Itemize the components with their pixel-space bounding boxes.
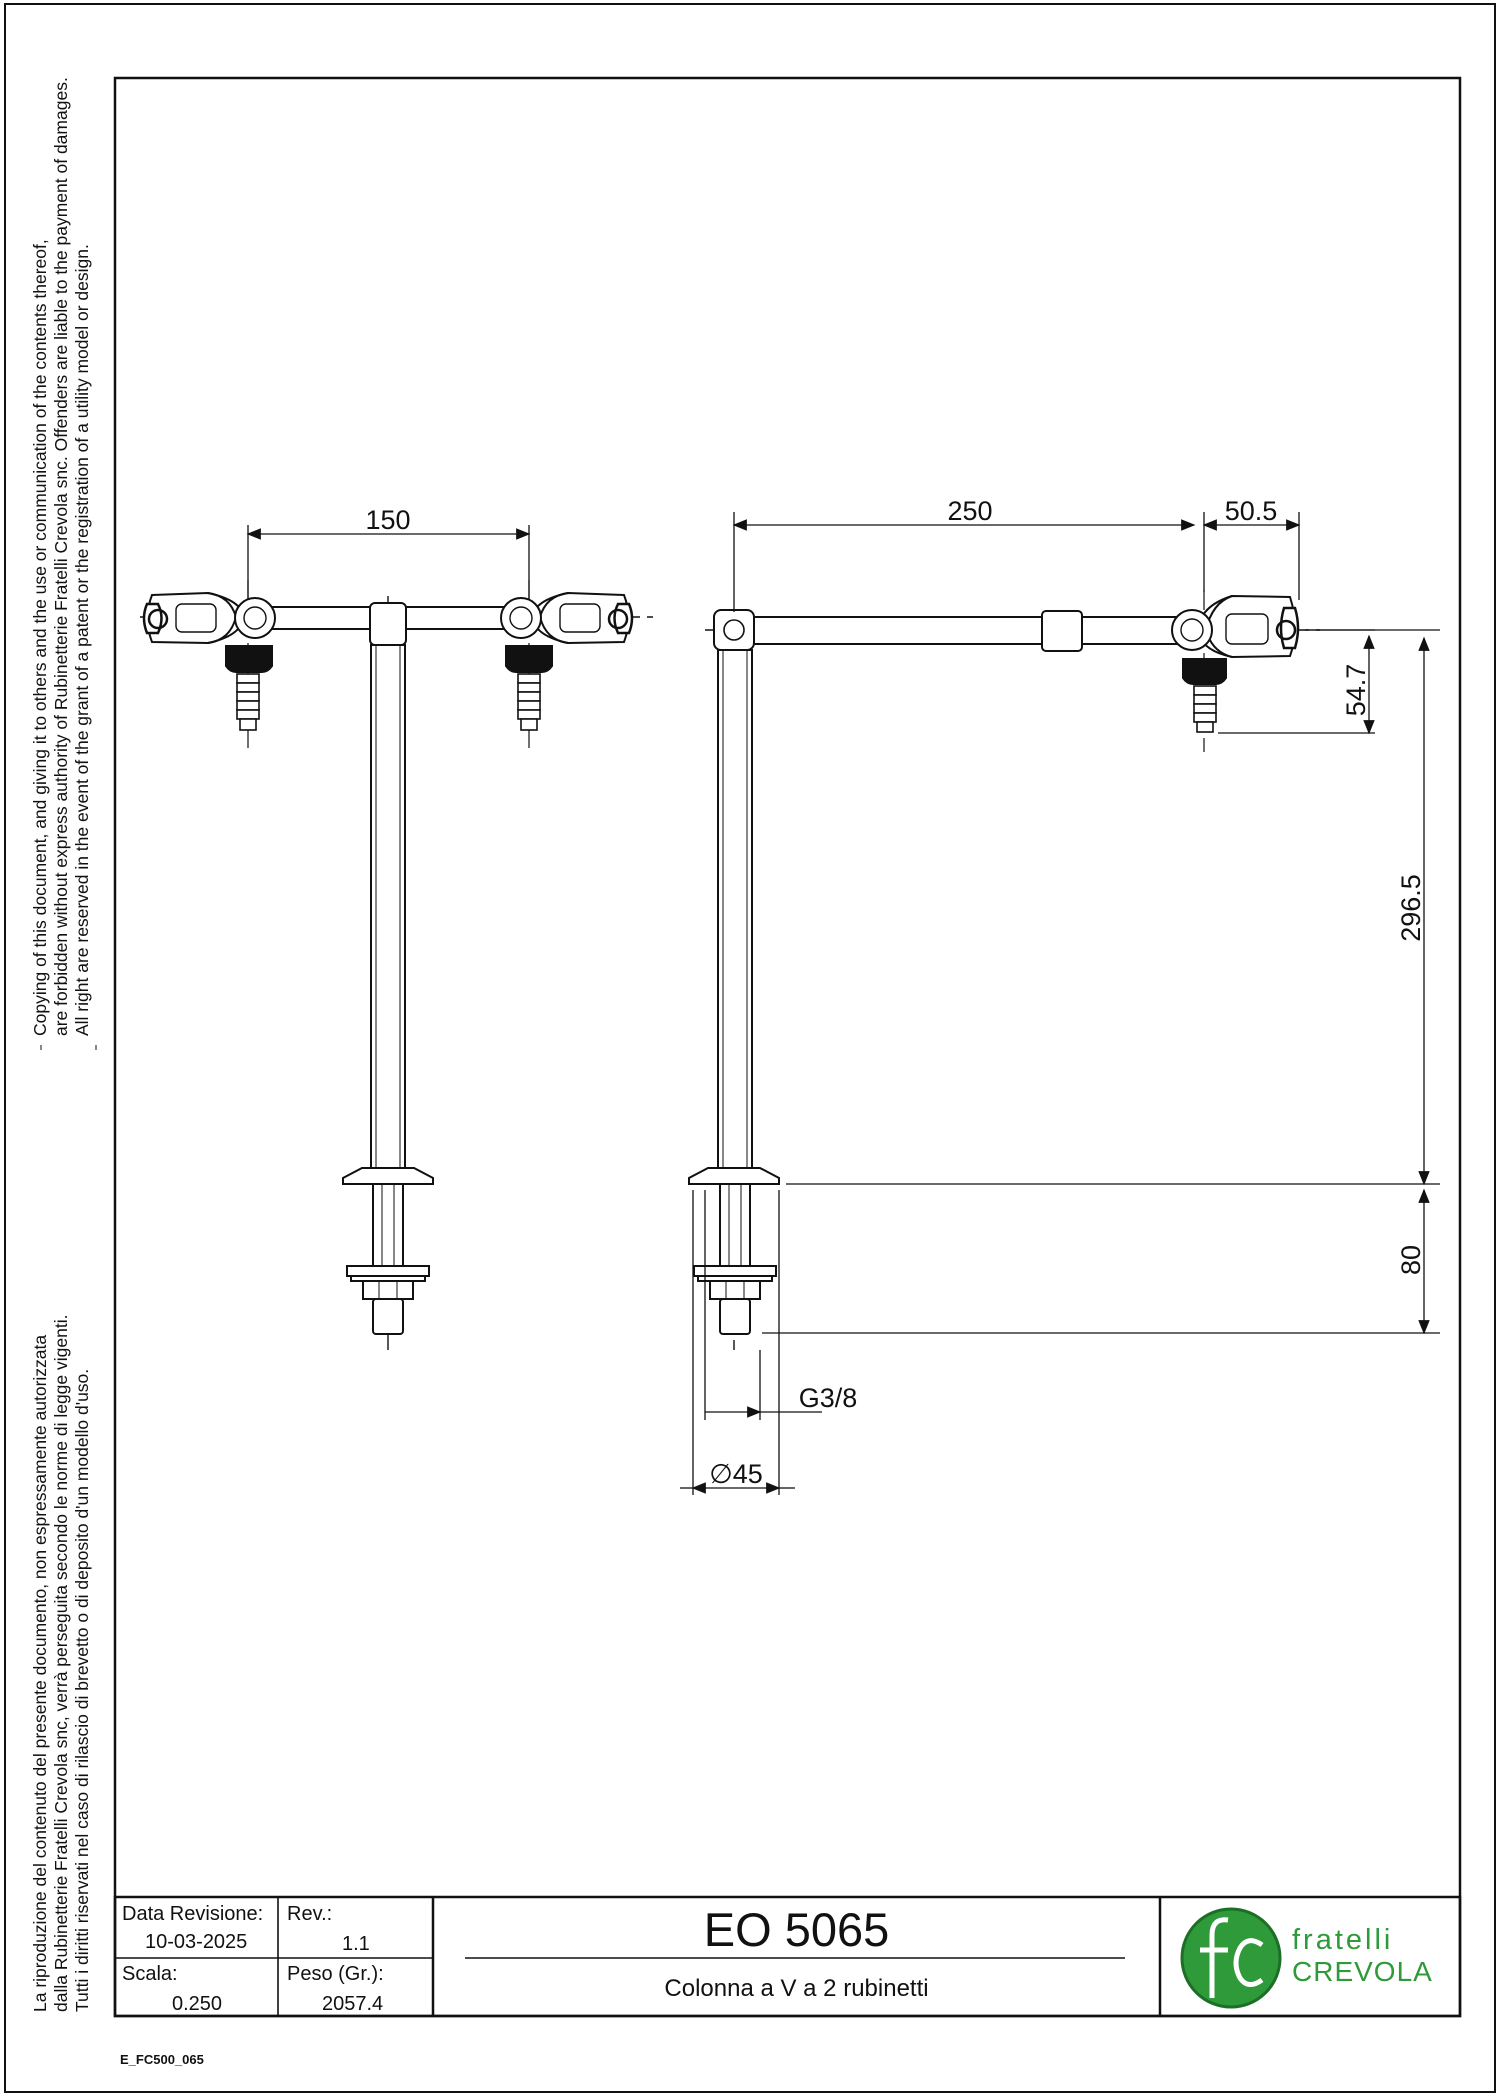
logo-line-1: fratelli [1292, 1924, 1394, 1956]
scale-value: 0.250 [172, 1993, 223, 2015]
nut [363, 1281, 413, 1299]
revision-date-label: Data Revisione: [122, 1903, 264, 1925]
drawing-frame [115, 78, 1460, 2016]
dim-shank-length: 80 [1396, 1244, 1426, 1276]
rev-value: 1.1 [342, 1933, 370, 1955]
company-logo [1182, 1909, 1280, 2007]
file-code: E_FC500_065 [120, 2052, 204, 2067]
legal-notice-italian: La riproduzione del contenuto del presente documento, non espressamente autorizzata dalla Rubinetterie Fratelli Crevola snc, verrà perseguita secondo le norme di legge vigenti. Tutti i diritti riservati nel caso di rilascio di brevetto o di deposito d'un modello d'uso. [30, 1314, 92, 2012]
revision-date-value: 10-03-2025 [145, 1931, 248, 1953]
side-threaded-shank [720, 1184, 750, 1268]
side-tap-body [1172, 596, 1298, 732]
dim-thread: G3/8 [798, 1383, 858, 1413]
dim-front-spacing: 150 [365, 505, 411, 535]
side-washer [694, 1266, 776, 1276]
dim-column-height: 296.5 [1396, 874, 1426, 942]
arm-coupling [1042, 611, 1082, 651]
side-dimensions [680, 512, 1440, 1495]
legal-notice-english: Copying of this document, and giving it to others and the use or communication of the contents thereof, are forbidden without express authority of Rubinetterie Fratelli Crevola snc. Offenders are liable to the payment of damages. All right are reserved in the event of the grant of a patent or the registration of a utility model or design. [30, 77, 92, 1036]
scale-label: Scala: [122, 1963, 178, 1985]
weight-label: Peso (Gr.): [287, 1963, 384, 1985]
side-arm [754, 617, 1188, 644]
weight-value: 2057.4 [322, 1993, 384, 2015]
right-tap-body [501, 593, 632, 730]
tee-fitting [370, 603, 406, 645]
front-view [140, 580, 660, 1350]
side-base-flange [689, 1168, 779, 1184]
dim-base-diameter: ∅45 [709, 1459, 763, 1489]
product-code: EO 5065 [703, 1903, 890, 1956]
left-tap-body [144, 593, 275, 730]
washer [347, 1266, 429, 1276]
front-spacing-dimension [248, 525, 529, 600]
threaded-shank [373, 1184, 403, 1268]
dim-side-length: 250 [947, 496, 993, 526]
dim-tap-drop: 54.7 [1341, 663, 1371, 717]
logo-line-2: CREVOLA [1292, 1956, 1433, 1987]
elbow-fitting [714, 610, 754, 650]
side-nut [710, 1281, 760, 1299]
dim-side-offset: 50.5 [1224, 496, 1278, 526]
rev-label: Rev.: [287, 1903, 333, 1925]
side-view [689, 590, 1320, 1350]
base-flange [343, 1168, 433, 1184]
product-description: Colonna a V a 2 rubinetti [664, 1975, 929, 2002]
